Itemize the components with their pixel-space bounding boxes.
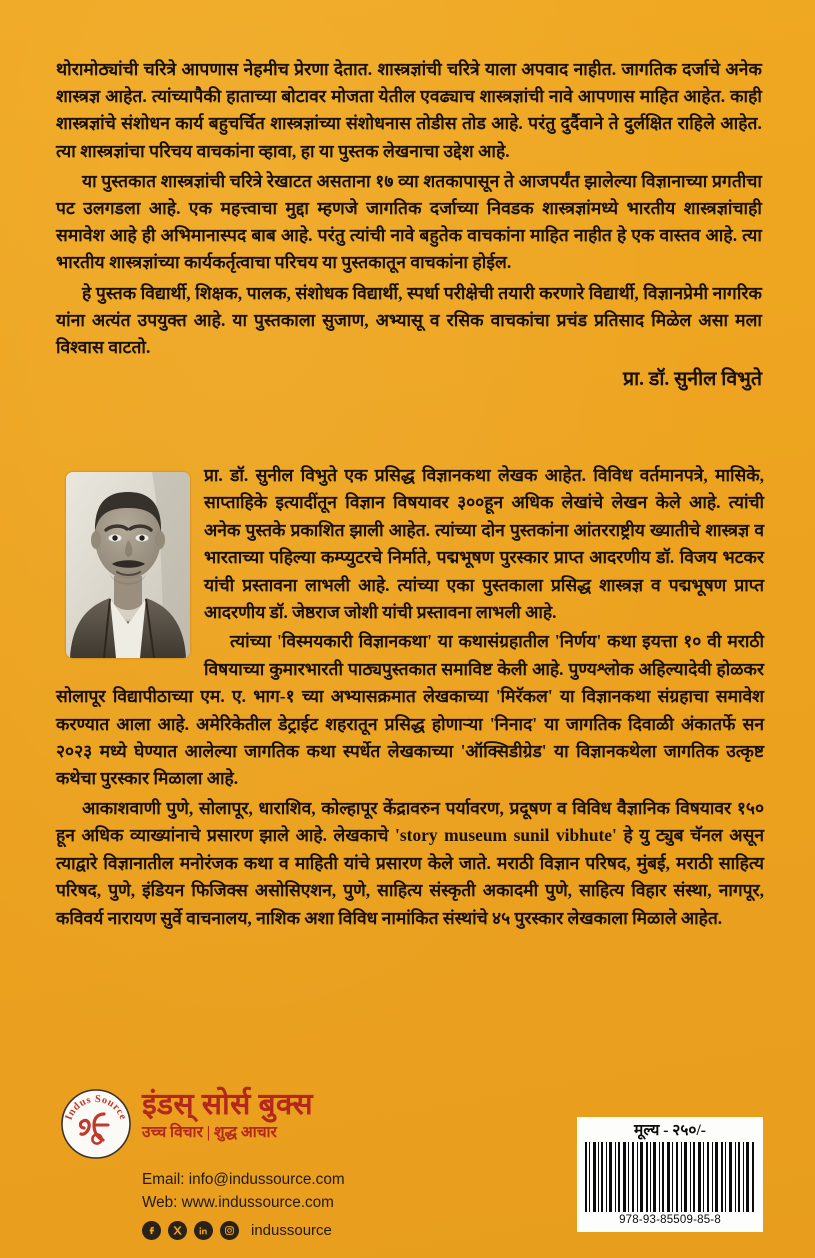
blurb-section	[56, 56, 762, 395]
x-twitter-icon[interactable]	[168, 1221, 187, 1240]
author-portrait-illustration	[66, 472, 190, 658]
publisher-contact	[142, 1169, 480, 1214]
blurb-paragraph-2: या पुस्तकात शास्त्रज्ञांची चरित्रे रेखाटत असताना १७ व्या शतकापासून ते आजपर्यंत झालेल्या विज्ञानाच्या प्रगतीचा पट उलगडला आहे. एक महत्त्वाचा मुद्दा म्हणजे जागतिक दर्जाच्या निवडक शास्त्रज्ञांमध्ये भारतीय शास्त्रज्ञांचाही समावेश आहे ही अभिमानास्पद बाब आहे. परंतु त्यांची नावे बहुतेक वाचकांना माहित नाहीत हे एक वास्तव आहे. त्या भारतीय शास्त्रज्ञांच्या कार्यकर्तृत्वाचा परिचय या पुस्तकातून वाचकांना होईल.	[56, 170, 762, 273]
social-links-row	[142, 1221, 480, 1240]
footer-section	[0, 1082, 815, 1258]
facebook-icon[interactable]	[142, 1221, 161, 1240]
blurb-paragraph-3: हे पुस्तक विद्यार्थी, शिक्षक, पालक, संशोधक विद्यार्थी, स्पर्धा परीक्षेची तयारी करणारे विद्यार्थी, विज्ञानप्रेमी नागरिक यांना अत्यंत उपयुक्त आहे. या पुस्तकाला सुजाण, अभ्यासू व रसिक वाचकांचा प्रचंड प्रतिसाद मिळेल असा मला विश्वास वाटतो.	[56, 282, 762, 358]
author-bio-paragraph-2: त्यांच्या 'विस्मयकारी विज्ञानकथा' या कथासंग्रहातील 'निर्णय' कथा इयत्ता १० वी मराठी विषयाच्या कुमारभारती पाठ्यपुस्तकात समाविष्ट केली आहे. पुण्यश्लोक अहिल्यादेवी होळकर सोलापूर विद्यापीठाच्या एम. ए. भाग-१ च्या अभ्यासक्रमात लेखकाच्या 'मिरॅकल' या विज्ञानकथा संग्रहाचा समावेश करण्यात आला आहे. अमेरिकेतील डेट्राईट शहरातून प्रसिद्ध होणाऱ्या 'निनाद' या जागतिक दिवाळी अंकातर्फे सन २०२३ मध्ये घेण्यात आलेल्या जागतिक कथा स्पर्धेत लेखकाच्या 'ऑक्सिडीग्रेड' या विज्ञानकथेला जागतिक उत्कृष्ट कथेचा पुरस्कार मिळाला आहे.	[56, 631, 764, 789]
publisher-header	[60, 1086, 480, 1160]
publisher-name-block	[142, 1086, 313, 1143]
author-bio-paragraph-3: आकाशवाणी पुणे, सोलापूर, धाराशिव, कोल्हापूर केंद्रावरुन पर्यावरण, प्रदूषण व विविध वैज्ञानिक विषयावर १५० हून अधिक व्याख्यांनाचे प्रसारण झाले आहे. लेखकाचे 'story museum sunil vibhute' हे यु ट्युब चॅनल असून त्याद्वारे विज्ञानातील मनोरंजक कथा व माहिती यांचे प्रसारण केले जाते. मराठी विज्ञान परिषद, मुंबई, मराठी साहित्य परिषद, पुणे, इंडियन फिजिक्स असोसिएशन, पुणे, साहित्य संस्कृती अकादमी पुणे, साहित्य विहार संस्था, नागपूर, कविवर्य नारायण सुर्वे वाचनालय, नाशिक अशा विविध नामांकित संस्थांचे ४५ पुरस्कार लेखकाला मिळाले आहेत.	[56, 797, 764, 928]
price-label: मूल्य - २५०/-	[634, 1122, 706, 1139]
blurb-paragraph-1: थोरामोठ्यांची चरित्रे आपणास नेहमीच प्रेरणा देतात. शास्त्रज्ञांची चरित्रे याला अपवाद नाहीत. जागतिक दर्जाचे अनेक शास्त्रज्ञ आहेत. त्यांच्यापैकी हाताच्या बोटावर मोजता येतील एवढ्याच शास्त्रज्ञांची नावे आपणास माहित आहेत. काही शास्त्रज्ञांचे संशोधन कार्य बहुचर्चित शास्त्रज्ञांच्या संशोधनास तोडीस तोड आहे. परंतु दुर्दैवाने ते दुर्लक्षित राहिले आहेत. त्या शास्त्रज्ञांचा परिचय वाचकांना व्हावा, हा या पुस्तक लेखनाचा उद्देश आहे.	[56, 59, 762, 161]
barcode-price-box	[577, 1117, 763, 1232]
author-bio-section	[56, 462, 764, 932]
publisher-website[interactable]: Web: www.indussource.com	[142, 1193, 334, 1211]
publisher-name: इंडस् सोर्स बुक्स	[142, 1088, 313, 1121]
instagram-icon[interactable]	[220, 1221, 239, 1240]
author-portrait-photo	[66, 472, 190, 658]
isbn-label: 978-93-85509-85-8	[619, 1214, 721, 1226]
publisher-tagline: उच्च विचार | शुद्ध आचार	[142, 1124, 277, 1141]
svg-text:Indus Source: Indus Source	[63, 1093, 129, 1122]
publisher-block	[60, 1086, 480, 1240]
logo-circle-graphic	[60, 1088, 132, 1160]
indus-source-logo-icon	[60, 1088, 132, 1160]
publisher-email[interactable]: Email: info@indussource.com	[142, 1171, 345, 1188]
barcode-graphic	[583, 1142, 757, 1212]
linkedin-icon[interactable]	[194, 1221, 213, 1240]
author-bio-paragraph-1: प्रा. डॉ. सुनील विभुते एक प्रसिद्ध विज्ञानकथा लेखक आहेत. विविध वर्तमानपत्रे, मासिके, साप्ताहिके इत्यादींतून विज्ञान विषयावर ३००हून अधिक लेखांचे लेखन केले आहे. त्यांची अनेक पुस्तके प्रकाशित झाली आहेत. त्यांच्या दोन पुस्तकांना आंतरराष्ट्रीय ख्यातीचे शास्त्रज्ञ व भारताच्या पहिल्या कम्प्युटरचे निर्माते, पद्मभूषण पुरस्कार प्राप्त आदरणीय डॉ. विजय भटकर यांची प्रस्तावना लाभली आहे. त्यांच्या एका पुस्तकाला प्रसिद्ध शास्त्रज्ञ व पद्मभूषण प्राप्त आदरणीय डॉ. जेष्ठराज जोशी यांची प्रस्तावना लाभली आहे.	[204, 465, 764, 623]
blurb-byline: प्रा. डॉ. सुनील विभुते	[623, 369, 762, 391]
social-handle-text: indussource	[251, 1222, 332, 1239]
